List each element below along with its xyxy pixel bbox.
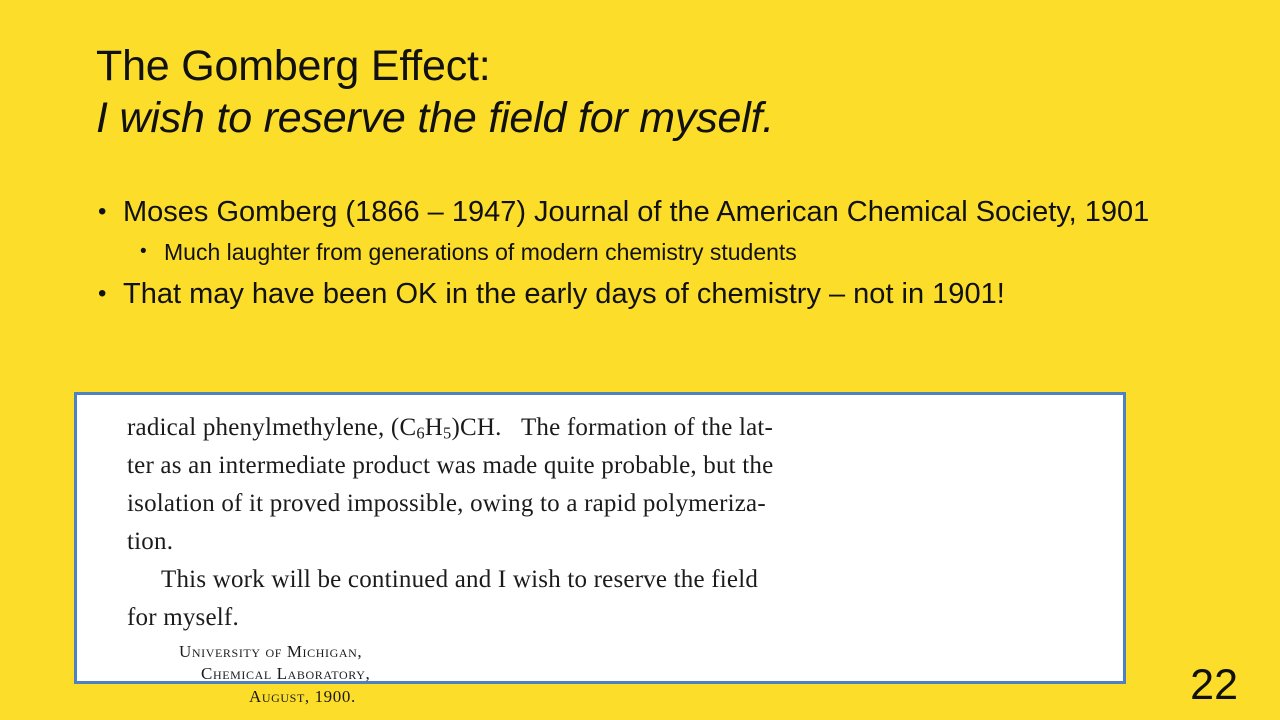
list-item: • That may have been OK in the early days of chemistry – not in 1901! xyxy=(96,274,1206,315)
excerpt-line: This work will be continued and I wish to reserve the field xyxy=(161,566,759,593)
bullet-list xyxy=(96,192,1206,317)
excerpt-line: tion. xyxy=(127,528,174,555)
page-title xyxy=(96,40,1196,145)
signature-line: Chemical Laboratory, xyxy=(201,664,371,684)
journal-excerpt-image xyxy=(74,392,1126,706)
list-item: • Moses Gomberg (1866 – 1947) Journal of the American Chemical Society, 1901 xyxy=(96,192,1206,233)
signature-line: August, 1900. xyxy=(249,686,356,706)
list-item: • Much laughter from generations of modern chemistry students xyxy=(96,235,1206,270)
title-line-1: The Gomberg Effect: xyxy=(96,42,491,90)
signature-line: University of Michigan, xyxy=(179,642,363,661)
excerpt-line: for myself. xyxy=(127,604,239,631)
excerpt-line: radical phenylmethylene, $(C_6H_5)CH$. The formation of the lat- xyxy=(127,414,774,443)
page-number: 22 xyxy=(1190,661,1238,710)
excerpt-signature xyxy=(127,641,1099,708)
excerpt-line: isolation of it proved impossible, owing to a rapid polymeriza- xyxy=(127,490,766,517)
journal-excerpt-text xyxy=(77,395,1123,714)
title-line-2: I wish to reserve the field for myself. xyxy=(96,94,775,143)
excerpt-line: ter as an intermediate product was made quite probable, but the xyxy=(127,452,774,479)
